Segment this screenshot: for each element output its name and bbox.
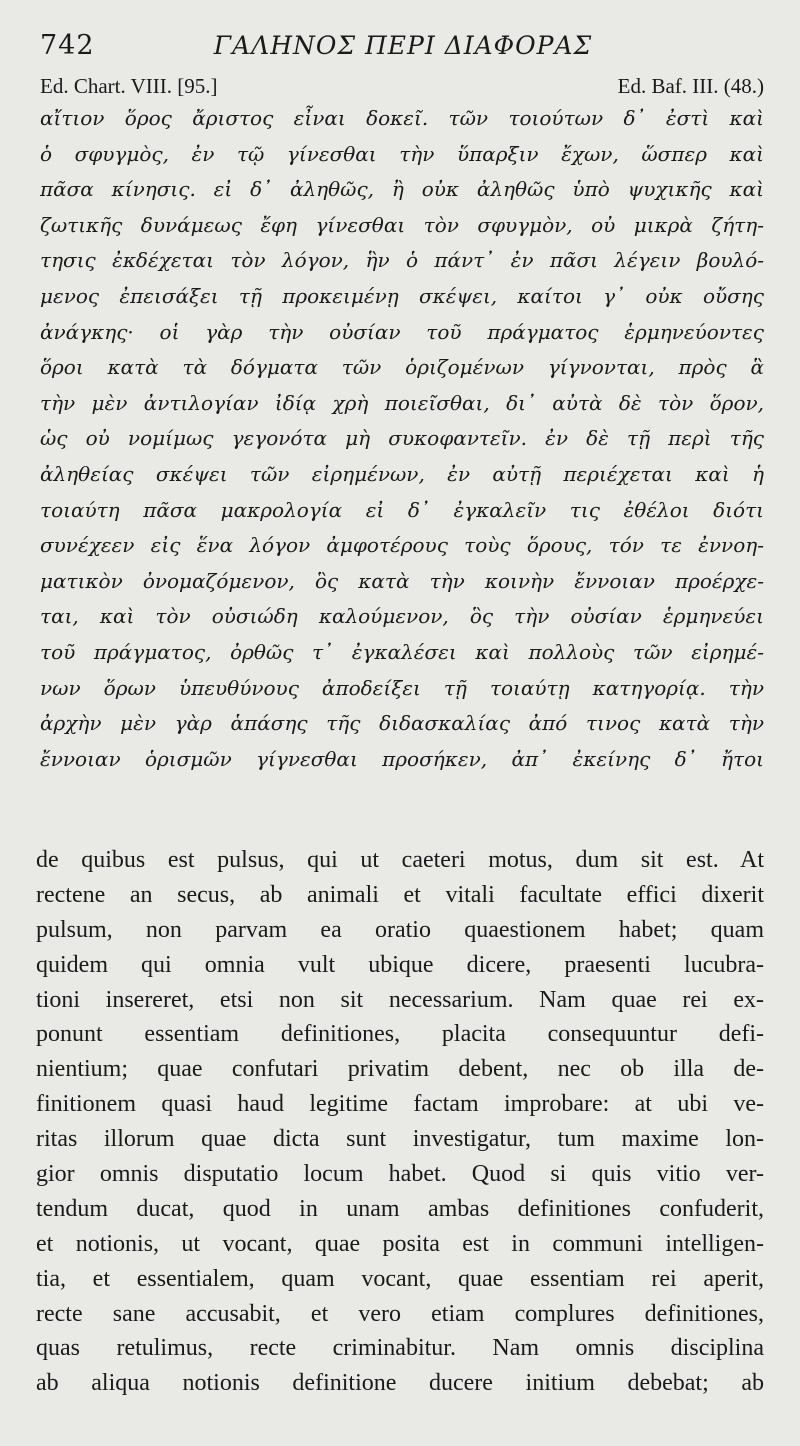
greek-text-line: μενος ἐπεισάξει τῇ προκειμένῃ σκέψει, καίτοι γ᾽ οὐκ οὔσης (40, 283, 764, 308)
running-title: ΓΑΛΗΝΟΣ ΠΕΡΙ ΔΙΑΦΟΡΑΣ (213, 31, 593, 60)
greek-text-line: τοιαύτη πᾶσα μακρολογία εἰ δ᾽ ἐγκαλεῖν τις ἐθέλοι διότι (40, 497, 764, 522)
latin-text-line: ponunt essentiam definitiones, placita consequuntur defi- (36, 1021, 764, 1048)
latin-text-block (36, 843, 764, 1401)
greek-text-line: ματικὸν ὀνομαζόμενον, ὃς κατὰ τὴν κοινὴν ἔννοιαν προέρχε- (40, 568, 764, 593)
latin-text-line: quas retulimus, recte criminabitur. Nam omnis disciplina (36, 1335, 764, 1362)
greek-text-line: ται, καὶ τὸν οὐσιώδη καλούμενον, ὃς τὴν οὐσίαν ἑρμηνεύει (40, 604, 764, 629)
greek-text-line: τοῦ πράγματος, ὀρθῶς τ᾽ ἐγκαλέσει καὶ πολλοὺς τῶν εἰρημέ- (40, 639, 764, 664)
greek-text-line: ὅροι κατὰ τὰ δόγματα τῶν ὁριζομένων γίγνονται, πρὸς ἃ (40, 355, 764, 380)
latin-text-line: tendum ducat, quod in unam ambas definitiones confuderit, (36, 1195, 764, 1222)
latin-text-line: nientium; quae confutari privatim debent, nec ob illa de- (36, 1056, 764, 1083)
greek-text-line: τησις ἐκδέχεται τὸν λόγον, ἣν ὁ πάντ᾽ ἐν πᾶσι λέγειν βουλό- (40, 248, 764, 273)
greek-text-line: ζωτικῆς δυνάμεως ἔφη γίνεσθαι τὸν σφυγμὸν, οὐ μικρὰ ζήτη- (40, 212, 764, 237)
latin-text-line: et notionis, ut vocant, quae posita est in communi intelligen- (36, 1230, 764, 1257)
greek-text-line: ἀρχὴν μὲν γὰρ ἁπάσης τῆς διδασκαλίας ἀπό τινος κατὰ τὴν (40, 711, 764, 736)
greek-text-line: νων ὅρων ὑπευθύνους ἀποδείξει τῇ τοιαύτῃ κατηγορίᾳ. τὴν (40, 675, 764, 700)
latin-text-line: finitionem quasi haud legitime factam improbare: at ubi ve- (36, 1091, 764, 1118)
greek-text-line: ὁ σφυγμὸς, ἐν τῷ γίνεσθαι τὴν ὕπαρξιν ἔχων, ὥσπερ καὶ (40, 141, 764, 166)
edition-reference-basel: Ed. Baf. III. (48.) (617, 74, 764, 98)
edition-reference-row (40, 74, 764, 102)
greek-text-block (40, 101, 764, 777)
latin-text-line: ab aliqua notionis definitione ducere initium debebat; ab (36, 1370, 764, 1397)
latin-text-line: pulsum, non parvam ea oratio quaestionem habet; quam (36, 916, 764, 943)
greek-text-line: ἀληθείας σκέψει τῶν εἰρημένων, ἐν αὐτῇ περιέχεται καὶ ἡ (40, 461, 764, 486)
greek-text-line: συνέχεεν εἰς ἕνα λόγον ἀμφοτέρους τοὺς ὅρους, τόν τε ἐννοη- (40, 533, 764, 558)
latin-text-line: tia, et essentialem, quam vocant, quae essentiam rei aperit, (36, 1265, 764, 1292)
greek-text-line: ἀνάγκης· οἱ γὰρ τὴν οὐσίαν τοῦ πράγματος ἑρμηνεύοντες (40, 319, 764, 344)
latin-text-line: rectene an secus, ab animali et vitali facultate effici dixerit (36, 881, 764, 908)
latin-text-line: tioni insereret, etsi non sit necessarium. Nam quae rei ex- (36, 986, 764, 1013)
latin-text-line: de quibus est pulsus, qui ut caeteri motus, dum sit est. At (36, 847, 764, 873)
greek-text-line: τὴν μὲν ἀντιλογίαν ἰδίᾳ χρὴ ποιεῖσθαι, δι᾽ αὐτὰ δὲ τὸν ὅρον, (40, 390, 764, 415)
greek-text-line: αἴτιον ὅρος ἄριστος εἶναι δοκεῖ. τῶν τοιούτων δ᾽ ἐστὶ καὶ (40, 106, 764, 130)
latin-text-line: recte sane accusabit, et vero etiam complures definitiones, (36, 1300, 764, 1327)
latin-text-line: ritas illorum quae dicta sunt investigatur, tum maxime lon- (36, 1126, 764, 1153)
greek-text-line: πᾶσα κίνησις. εἰ δ᾽ ἀληθῶς, ἢ οὐκ ἀληθῶς ὑπὸ ψυχικῆς καὶ (40, 177, 764, 202)
edition-reference-chart: Ed. Chart. VIII. [95.] (40, 74, 218, 98)
greek-text-line: ὡς οὐ νομίμως γεγονότα μὴ συκοφαντεῖν. ἐν δὲ τῇ περὶ τῆς (40, 426, 764, 451)
running-header (40, 28, 766, 62)
latin-text-line: gior omnis disputatio locum habet. Quod si quis vitio ver- (36, 1161, 764, 1188)
latin-text-line: quidem qui omnia vult ubique dicere, praesenti lucubra- (36, 951, 764, 978)
page-number: 742 (40, 30, 95, 61)
greek-text-line: ἔννοιαν ὁρισμῶν γίγνεσθαι προσήκεν, ἀπ᾽ ἐκείνης δ᾽ ἤτοι (40, 746, 764, 771)
